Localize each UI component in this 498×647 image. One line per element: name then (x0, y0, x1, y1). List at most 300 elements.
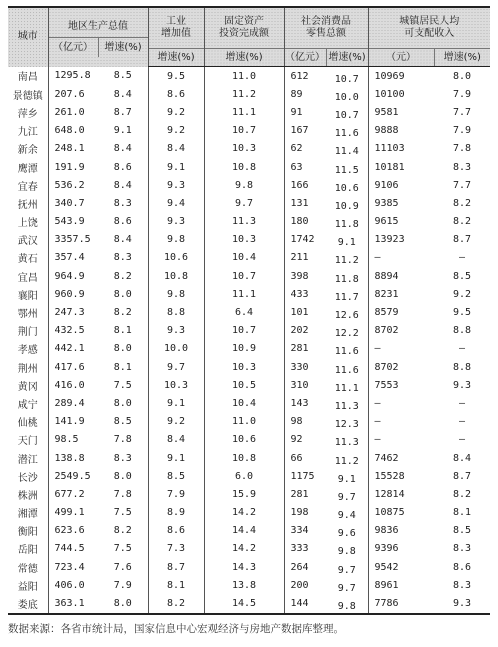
cell-retail-g: 11.3 (334, 400, 359, 412)
cell-retail-g: 11.2 (334, 455, 359, 467)
cell-gdp: 248.1 (48, 140, 98, 158)
cell-gdp: 261.0 (48, 103, 98, 121)
cell-income-g: 8.3 (452, 543, 472, 555)
cell-city: 益阳 (8, 576, 48, 594)
cell-gdp-g: 8.5 (113, 70, 132, 82)
cell-income-g: 9.3 (434, 594, 490, 613)
cell-ind-g: 9.1 (148, 158, 204, 176)
cell-fai-g: 11.1 (204, 285, 284, 303)
cell-retail-g: 9.7 (337, 491, 356, 503)
cell-retail: 202 (284, 322, 326, 340)
cell-income-g: 7.9 (452, 88, 472, 100)
cell-retail-g: 11.1 (334, 382, 359, 394)
cell-retail-g: 10.7 (334, 109, 359, 121)
table-row (8, 285, 490, 303)
cell-income: – (368, 431, 434, 449)
cell-fai-g: 15.9 (204, 485, 284, 503)
cell-city: 抚州 (8, 194, 48, 212)
cell-ind-g: 8.6 (148, 85, 204, 103)
table-row (8, 267, 490, 285)
table-row (8, 413, 490, 431)
cell-ind-g: 9.3 (148, 176, 204, 194)
data-table-container (8, 6, 490, 636)
cell-gdp-g: 8.2 (113, 307, 132, 319)
cell-gdp: 543.9 (48, 213, 98, 231)
table-row (8, 558, 490, 576)
cell-ind-g: 10.3 (148, 376, 204, 394)
cell-ind-g: 8.4 (148, 431, 204, 449)
cell-ind-g: 9.1 (148, 449, 204, 467)
cell-gdp: 960.9 (48, 285, 98, 303)
cell-fai-g: 6.0 (204, 467, 284, 485)
cell-income: 8894 (368, 267, 434, 285)
cell-fai-g: 10.4 (204, 394, 284, 412)
cell-income: – (368, 413, 434, 431)
cell-retail-g: 9.7 (337, 564, 356, 576)
table-row (8, 303, 490, 321)
cell-income: 8702 (368, 358, 434, 376)
cell-retail: 1742 (284, 231, 326, 249)
cell-city: 仙桃 (8, 413, 48, 431)
table-row (8, 176, 490, 194)
cell-income: – (368, 249, 434, 267)
cell-ind-g: 8.8 (148, 303, 204, 321)
cell-retail: 281 (284, 485, 326, 503)
cell-gdp: 744.5 (48, 540, 98, 558)
cell-retail-g: 11.2 (334, 255, 359, 267)
header-fai-growth: 增速(%) (204, 49, 284, 67)
table-row (8, 449, 490, 467)
cell-income: 8231 (368, 285, 434, 303)
cell-income: 9581 (368, 103, 434, 121)
cell-retail: 211 (284, 249, 326, 267)
cell-retail: 398 (284, 267, 326, 285)
cell-city: 湘潭 (8, 504, 48, 522)
cell-income-g: – (458, 343, 466, 355)
cell-gdp: 357.4 (48, 249, 98, 267)
cell-ind-g: 10.0 (148, 340, 204, 358)
cell-ind-g: 9.3 (148, 322, 204, 340)
cell-income: 9385 (368, 194, 434, 212)
cell-retail: 89 (284, 85, 326, 103)
cell-gdp-g: 8.7 (113, 106, 132, 118)
cell-gdp: 648.0 (48, 122, 98, 140)
cell-fai-g: 10.6 (204, 431, 284, 449)
cell-ind-g: 9.5 (148, 67, 204, 86)
cell-gdp-g: 8.5 (113, 416, 132, 428)
cell-fai-g: 14.5 (204, 594, 284, 613)
cell-city: 襄阳 (8, 285, 48, 303)
table-row (8, 594, 490, 613)
cell-income-g: 8.2 (452, 488, 472, 500)
cell-gdp: 442.1 (48, 340, 98, 358)
cell-income: 10100 (368, 85, 434, 103)
cell-gdp-g: 8.4 (113, 143, 132, 155)
cell-retail: 66 (284, 449, 326, 467)
table-row (8, 140, 490, 158)
cell-fai-g: 10.7 (204, 122, 284, 140)
table-row (8, 103, 490, 121)
cell-ind-g: 8.6 (148, 522, 204, 540)
cell-gdp: 432.5 (48, 322, 98, 340)
cell-income: 9888 (368, 122, 434, 140)
cell-fai-g: 6.4 (204, 303, 284, 321)
header-industry: 工业 增加值 (148, 7, 204, 49)
cell-gdp: 98.5 (48, 431, 98, 449)
cell-income: 8961 (368, 576, 434, 594)
cell-gdp: 723.4 (48, 558, 98, 576)
header-city: 城市 (8, 7, 48, 67)
cell-fai-g: 11.3 (204, 213, 284, 231)
cell-gdp-g: 9.1 (113, 125, 132, 137)
cell-city: 株洲 (8, 485, 48, 503)
cell-gdp-g: 8.4 (113, 179, 132, 191)
cell-gdp: 191.9 (48, 158, 98, 176)
cell-retail-g: 10.7 (334, 73, 359, 85)
cell-income: 9615 (368, 213, 434, 231)
cell-city: 潜江 (8, 449, 48, 467)
cell-income-g: 8.2 (452, 197, 472, 209)
cell-retail: 92 (284, 431, 326, 449)
cell-city: 孝感 (8, 340, 48, 358)
cell-gdp-g: 8.6 (113, 216, 132, 228)
cell-income-g: 9.3 (452, 379, 472, 391)
cell-retail-g: 9.1 (337, 237, 356, 249)
cell-income-g: 9.2 (452, 288, 472, 300)
cell-ind-g: 9.2 (148, 103, 204, 121)
cell-ind-g: 10.8 (148, 267, 204, 285)
table-row (8, 394, 490, 412)
cell-income: 11103 (368, 140, 434, 158)
cell-ind-g: 9.4 (148, 194, 204, 212)
cell-city: 衡阳 (8, 522, 48, 540)
cell-gdp: 141.9 (48, 413, 98, 431)
cell-income-g: 8.8 (452, 325, 472, 337)
cell-income-g: 9.5 (452, 307, 472, 319)
cell-retail-g: 12.6 (334, 310, 359, 322)
cell-retail: 180 (284, 213, 326, 231)
cell-city: 武汉 (8, 231, 48, 249)
cell-income-g: 8.0 (452, 70, 472, 82)
table-row (8, 576, 490, 594)
cell-income: 8702 (368, 322, 434, 340)
cell-retail-g: 9.6 (337, 528, 356, 540)
cell-retail: 144 (284, 594, 326, 613)
table-row (8, 322, 490, 340)
cell-income-g: 7.8 (452, 143, 472, 155)
cell-retail-g: 11.6 (334, 346, 359, 358)
cell-gdp-g: 8.0 (113, 288, 132, 300)
cell-gdp: 536.2 (48, 176, 98, 194)
cell-retail-g: 10.9 (334, 200, 359, 212)
cell-retail-g: 9.8 (337, 546, 356, 558)
cell-ind-g: 9.3 (148, 213, 204, 231)
cell-income-g: 8.1 (452, 507, 472, 519)
header-retail-growth: 增速(%) (326, 49, 368, 67)
cell-gdp-g: 8.2 (113, 525, 132, 537)
cell-city: 上饶 (8, 213, 48, 231)
cell-gdp-g: 8.6 (113, 161, 132, 173)
cell-income-g: – (458, 434, 466, 446)
table-row (8, 358, 490, 376)
cell-income: 12814 (368, 485, 434, 503)
cell-gdp-g: 8.1 (113, 325, 132, 337)
cell-gdp-g: 8.0 (113, 470, 132, 482)
cell-gdp: 623.6 (48, 522, 98, 540)
cell-ind-g: 8.2 (148, 594, 204, 613)
cell-income-g: – (458, 252, 466, 264)
cell-city: 常德 (8, 558, 48, 576)
cell-fai-g: 10.5 (204, 376, 284, 394)
cell-income-g: 8.3 (452, 579, 472, 591)
cell-income: 7786 (368, 594, 434, 613)
header-gdp (48, 7, 148, 67)
cell-retail: 1175 (284, 467, 326, 485)
cell-income: 13923 (368, 231, 434, 249)
cell-gdp: 3357.5 (48, 231, 98, 249)
cell-gdp-g: 8.0 (98, 594, 148, 613)
table-row (8, 67, 490, 86)
cell-gdp: 247.3 (48, 303, 98, 321)
header-retail: 社会消费品 零售总额 (284, 7, 368, 49)
cell-city: 宜春 (8, 176, 48, 194)
cell-income: 10875 (368, 504, 434, 522)
table-row (8, 249, 490, 267)
cell-city: 咸宁 (8, 394, 48, 412)
cell-gdp-g: 7.8 (113, 488, 132, 500)
cell-ind-g: 9.2 (148, 413, 204, 431)
cell-retail-g: 10.0 (334, 91, 359, 103)
cell-retail: 281 (284, 340, 326, 358)
cell-income-g: 8.2 (452, 216, 472, 228)
cell-gdp: 499.1 (48, 504, 98, 522)
table-row (8, 194, 490, 212)
cell-fai-g: 14.2 (204, 540, 284, 558)
header-retail-unit: （亿元） (284, 49, 326, 67)
cell-gdp-g: 7.8 (113, 434, 132, 446)
header-gdp-unit: （亿元） (53, 42, 93, 54)
cell-city: 长沙 (8, 467, 48, 485)
cell-income: 7462 (368, 449, 434, 467)
cell-city: 荆州 (8, 358, 48, 376)
cell-income: 9106 (368, 176, 434, 194)
table-body (8, 67, 490, 614)
cell-income-g: 7.9 (452, 125, 472, 137)
cell-income: 9836 (368, 522, 434, 540)
cell-city: 天门 (8, 431, 48, 449)
cell-retail-g: 11.5 (334, 164, 359, 176)
table-row (8, 122, 490, 140)
cell-fai-g: 10.4 (204, 249, 284, 267)
cell-gdp-g: 8.1 (113, 361, 132, 373)
cell-retail: 98 (284, 413, 326, 431)
cell-fai-g: 11.2 (204, 85, 284, 103)
table-row (8, 158, 490, 176)
cell-retail-g: 9.4 (337, 510, 356, 522)
cell-income: 7553 (368, 376, 434, 394)
header-gdp-growth: 增速(%) (98, 38, 148, 57)
table-row (8, 376, 490, 394)
cell-ind-g: 9.2 (148, 122, 204, 140)
cell-retail-g: 9.7 (337, 582, 356, 594)
cell-city: 鹰潭 (8, 158, 48, 176)
cell-fai-g: 14.2 (204, 504, 284, 522)
cell-ind-g: 9.8 (148, 231, 204, 249)
cell-gdp-g: 8.0 (113, 343, 132, 355)
cell-gdp-g: 8.2 (113, 270, 132, 282)
cell-retail-g: 11.4 (334, 146, 359, 158)
cell-fai-g: 10.8 (204, 449, 284, 467)
cell-retail: 264 (284, 558, 326, 576)
cell-retail-g: 9.1 (337, 473, 356, 485)
cell-gdp: 289.4 (48, 394, 98, 412)
cell-city: 荆门 (8, 322, 48, 340)
cell-fai-g: 14.3 (204, 558, 284, 576)
cell-retail: 433 (284, 285, 326, 303)
cell-city: 黄石 (8, 249, 48, 267)
cell-income-g: 8.5 (452, 270, 472, 282)
cell-gdp-g: 7.5 (113, 507, 132, 519)
cell-gdp-g: 7.5 (113, 543, 132, 555)
cell-fai-g: 11.1 (204, 103, 284, 121)
cell-retail-g: 11.7 (334, 291, 359, 303)
cell-gdp: 964.9 (48, 267, 98, 285)
cell-income: 9542 (368, 558, 434, 576)
cell-city: 九江 (8, 122, 48, 140)
cell-retail-g: 12.2 (334, 328, 359, 340)
cell-fai-g: 10.7 (204, 267, 284, 285)
cell-gdp-g: 7.9 (113, 579, 132, 591)
cell-retail: 62 (284, 140, 326, 158)
cell-retail-g: 11.3 (334, 437, 359, 449)
cell-city: 鄂州 (8, 303, 48, 321)
cell-ind-g: 8.7 (148, 558, 204, 576)
cell-retail-g: 11.6 (334, 128, 359, 140)
cell-ind-g: 9.8 (148, 285, 204, 303)
cell-retail: 333 (284, 540, 326, 558)
cell-city: 娄底 (8, 594, 48, 613)
cell-income-g: 8.6 (452, 561, 472, 573)
cell-city: 新余 (8, 140, 48, 158)
cell-income: – (368, 340, 434, 358)
cell-gdp: 363.1 (48, 594, 98, 613)
cell-gdp-g: 8.0 (113, 397, 132, 409)
city-economic-table (8, 6, 490, 615)
table-row (8, 540, 490, 558)
cell-income: 10181 (368, 158, 434, 176)
cell-gdp: 416.0 (48, 376, 98, 394)
cell-income-g: 8.4 (452, 452, 472, 464)
source-note: 数据来源：各省市统计局，国家信息中心宏观经济与房地产数据库整理。 (8, 622, 344, 635)
cell-gdp-g: 7.6 (113, 561, 132, 573)
cell-retail: 91 (284, 103, 326, 121)
cell-fai-g: 11.0 (204, 413, 284, 431)
cell-fai-g: 9.8 (204, 176, 284, 194)
cell-ind-g: 10.6 (148, 249, 204, 267)
cell-ind-g: 7.9 (148, 485, 204, 503)
cell-retail: 330 (284, 358, 326, 376)
cell-gdp-g: 8.4 (113, 88, 132, 100)
cell-income: 9396 (368, 540, 434, 558)
cell-income-g: 8.5 (452, 525, 472, 537)
table-row (8, 504, 490, 522)
cell-fai-g: 10.3 (204, 140, 284, 158)
header-fai: 固定资产 投资完成额 (204, 7, 284, 49)
cell-retail: 63 (284, 158, 326, 176)
cell-ind-g: 9.7 (148, 358, 204, 376)
cell-fai-g: 10.3 (204, 358, 284, 376)
cell-income-g: 8.7 (452, 470, 472, 482)
cell-gdp: 2549.5 (48, 467, 98, 485)
header-income: 城镇居民人均 可支配收入 (368, 7, 490, 49)
cell-fai-g: 10.9 (204, 340, 284, 358)
cell-retail: 200 (284, 576, 326, 594)
cell-ind-g: 9.1 (148, 394, 204, 412)
table-row (8, 85, 490, 103)
cell-city: 萍乡 (8, 103, 48, 121)
cell-retail-g: 10.6 (334, 182, 359, 194)
cell-ind-g: 8.4 (148, 140, 204, 158)
cell-gdp-g: 7.5 (113, 379, 132, 391)
cell-city: 南昌 (8, 67, 48, 86)
cell-income: 10969 (368, 67, 434, 86)
table-row (8, 340, 490, 358)
cell-retail: 334 (284, 522, 326, 540)
cell-retail: 166 (284, 176, 326, 194)
cell-gdp: 207.6 (48, 85, 98, 103)
cell-income-g: – (458, 397, 466, 409)
cell-retail: 131 (284, 194, 326, 212)
cell-gdp: 340.7 (48, 194, 98, 212)
cell-retail-g: 12.3 (334, 419, 359, 431)
cell-gdp: 406.0 (48, 576, 98, 594)
cell-income-g: 8.3 (452, 161, 472, 173)
cell-retail-g: 9.8 (326, 597, 368, 616)
header-income-unit: （元） (368, 49, 434, 67)
cell-retail-g: 11.8 (334, 219, 359, 231)
table-row (8, 231, 490, 249)
cell-income: 15528 (368, 467, 434, 485)
cell-fai-g: 9.7 (204, 194, 284, 212)
table-row (8, 522, 490, 540)
cell-fai-g: 11.0 (204, 67, 284, 86)
header-income-growth: 增速(%) (434, 49, 490, 67)
cell-retail: 198 (284, 504, 326, 522)
cell-income-g: – (458, 416, 466, 428)
cell-gdp-g: 8.3 (113, 452, 132, 464)
cell-retail: 143 (284, 394, 326, 412)
cell-retail-g: 11.6 (334, 364, 359, 376)
cell-gdp-g: 8.3 (113, 197, 132, 209)
cell-gdp: 1295.8 (48, 67, 98, 86)
cell-ind-g: 8.9 (148, 504, 204, 522)
cell-city: 宜昌 (8, 267, 48, 285)
cell-ind-g: 7.3 (148, 540, 204, 558)
cell-city: 岳阳 (8, 540, 48, 558)
cell-gdp-g: 8.4 (113, 234, 132, 246)
cell-income: – (368, 394, 434, 412)
cell-fai-g: 10.7 (204, 322, 284, 340)
cell-fai-g: 13.8 (204, 576, 284, 594)
cell-income-g: 7.7 (452, 179, 472, 191)
cell-income-g: 8.7 (452, 234, 472, 246)
cell-city: 黄冈 (8, 376, 48, 394)
cell-fai-g: 10.8 (204, 158, 284, 176)
header-industry-growth: 增速(%) (148, 49, 204, 67)
cell-fai-g: 14.4 (204, 522, 284, 540)
cell-fai-g: 10.3 (204, 231, 284, 249)
cell-city: 景德镇 (8, 85, 48, 103)
